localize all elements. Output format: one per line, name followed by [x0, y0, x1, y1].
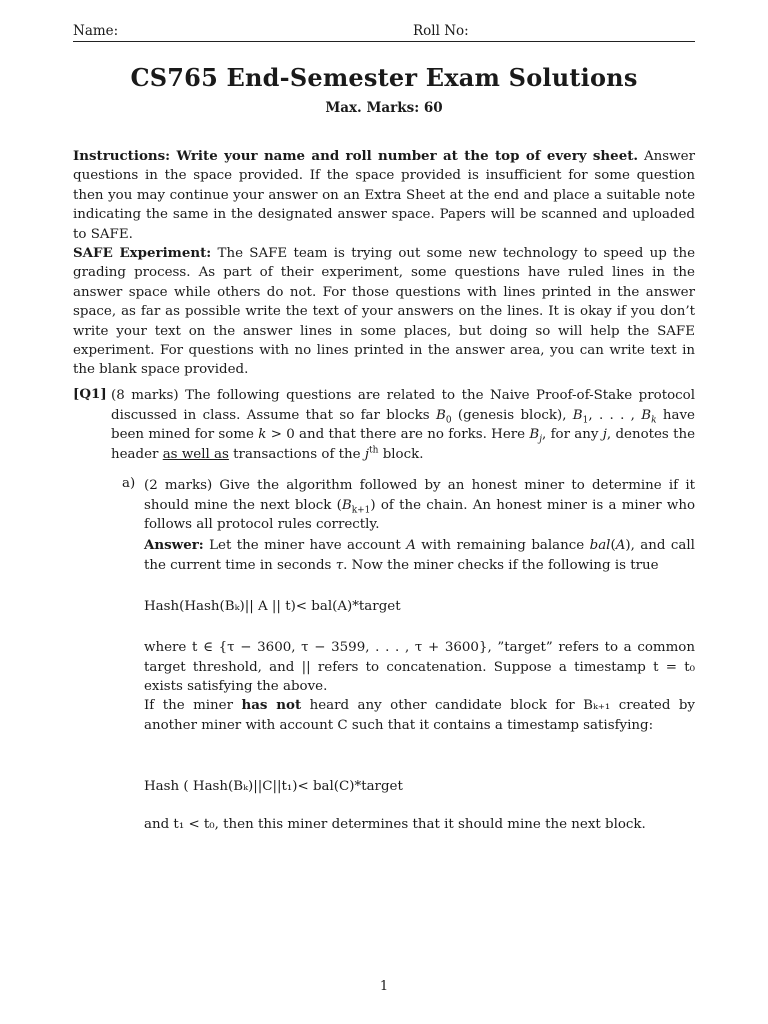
- page-title: CS765 End-Semester Exam Solutions: [130, 63, 638, 92]
- header-row: [73, 23, 695, 42]
- safe-experiment-lead: SAFE Experiment:: [73, 245, 212, 262]
- answer-conclusion: and t₁ < t₀, then this miner determines that it should mine the next block.: [144, 817, 646, 832]
- question-1-intro: (8 marks) The following questions are related to the Naive Proof-of-Stake protocol discussed in class. Assume that so far blocks $B_0$ (genesis block), $B_1$, . . . , $B_k$ have been mined for some k > 0 and that there are no forks. Here $B_j$, for any j, denotes the header as well as transactions of the $j^{th}$ block.: [111, 388, 696, 462]
- formula-hash-condition: Hash(Hash(Bₖ)|| A || t)< bal(A)*target: [144, 599, 401, 614]
- max-marks: Max. Marks: 60: [325, 100, 443, 116]
- part-a-label: a): [122, 476, 136, 491]
- page-number: 1: [379, 979, 389, 994]
- underlined-emphasis: as well as: [162, 446, 229, 462]
- part-a-answer: Answer: Let the miner have account A with remaining balance bal(A), and call the current time in seconds τ. Now the miner checks if the following is true: [144, 537, 695, 573]
- question-marks: (8 marks): [111, 388, 179, 403]
- where-clause: where t ∈ {τ − 3600, τ − 3599, . . . , τ + 3600}, ”target” refers to a common target threshold, and || refers to concatenation. Suppose a timestamp t = t₀ exists satisfying the above.: [144, 640, 695, 694]
- competing-block-condition: If the miner has not heard any other candidate block for Bₖ₊₁ created by another miner with account C such that it contains a timestamp satisfying:: [144, 697, 695, 733]
- part-a-question: (2 marks) Give the algorithm followed by an honest miner to determine if it should mine the next block $(B_{k+1})$ of the chain. An honest miner is a miner who follows all protocol rules correctly.: [144, 478, 696, 532]
- instructions-paragraph: [73, 147, 695, 380]
- instructions-lead: Instructions: Write your name and roll number at the top of every sheet.: [73, 148, 639, 164]
- question-label: [Q1]: [73, 386, 107, 402]
- question-intro-text: The following questions are related to the Naive Proof-of-Stake protocol discussed in class. Assume that so far blocks: [111, 388, 695, 423]
- instructions-text: Answer questions in the space provided. If the space provided is insufficient for some question then you may continue your answer on an Extra Sheet at the end and place a suitable note indicating the same in the designated answer space. Papers will be scanned and uploaded to SAFE.: [73, 149, 695, 242]
- has-not-emphasis: has not: [241, 697, 302, 713]
- answer-label: Answer:: [144, 537, 204, 553]
- formula-competing-hash: Hash ( Hash(Bₖ)||C||t₁)< bal(C)*target: [144, 779, 403, 794]
- safe-experiment-text: The SAFE team is trying out some new technology to speed up the grading process. As part of their experiment, some questions have ruled lines in the answer space while others do not. For those questions with lines printed in the answer space, as far as possible write the text of your answers on the lines. It is okay if you don’t write your text on the answer lines in some places, but doing so will help the SAFE experiment. For questions with no lines printed in the answer area, you can write text in the blank space provided.: [73, 246, 695, 378]
- roll-number-label: Roll No:: [413, 23, 469, 39]
- name-label: Name:: [73, 23, 119, 39]
